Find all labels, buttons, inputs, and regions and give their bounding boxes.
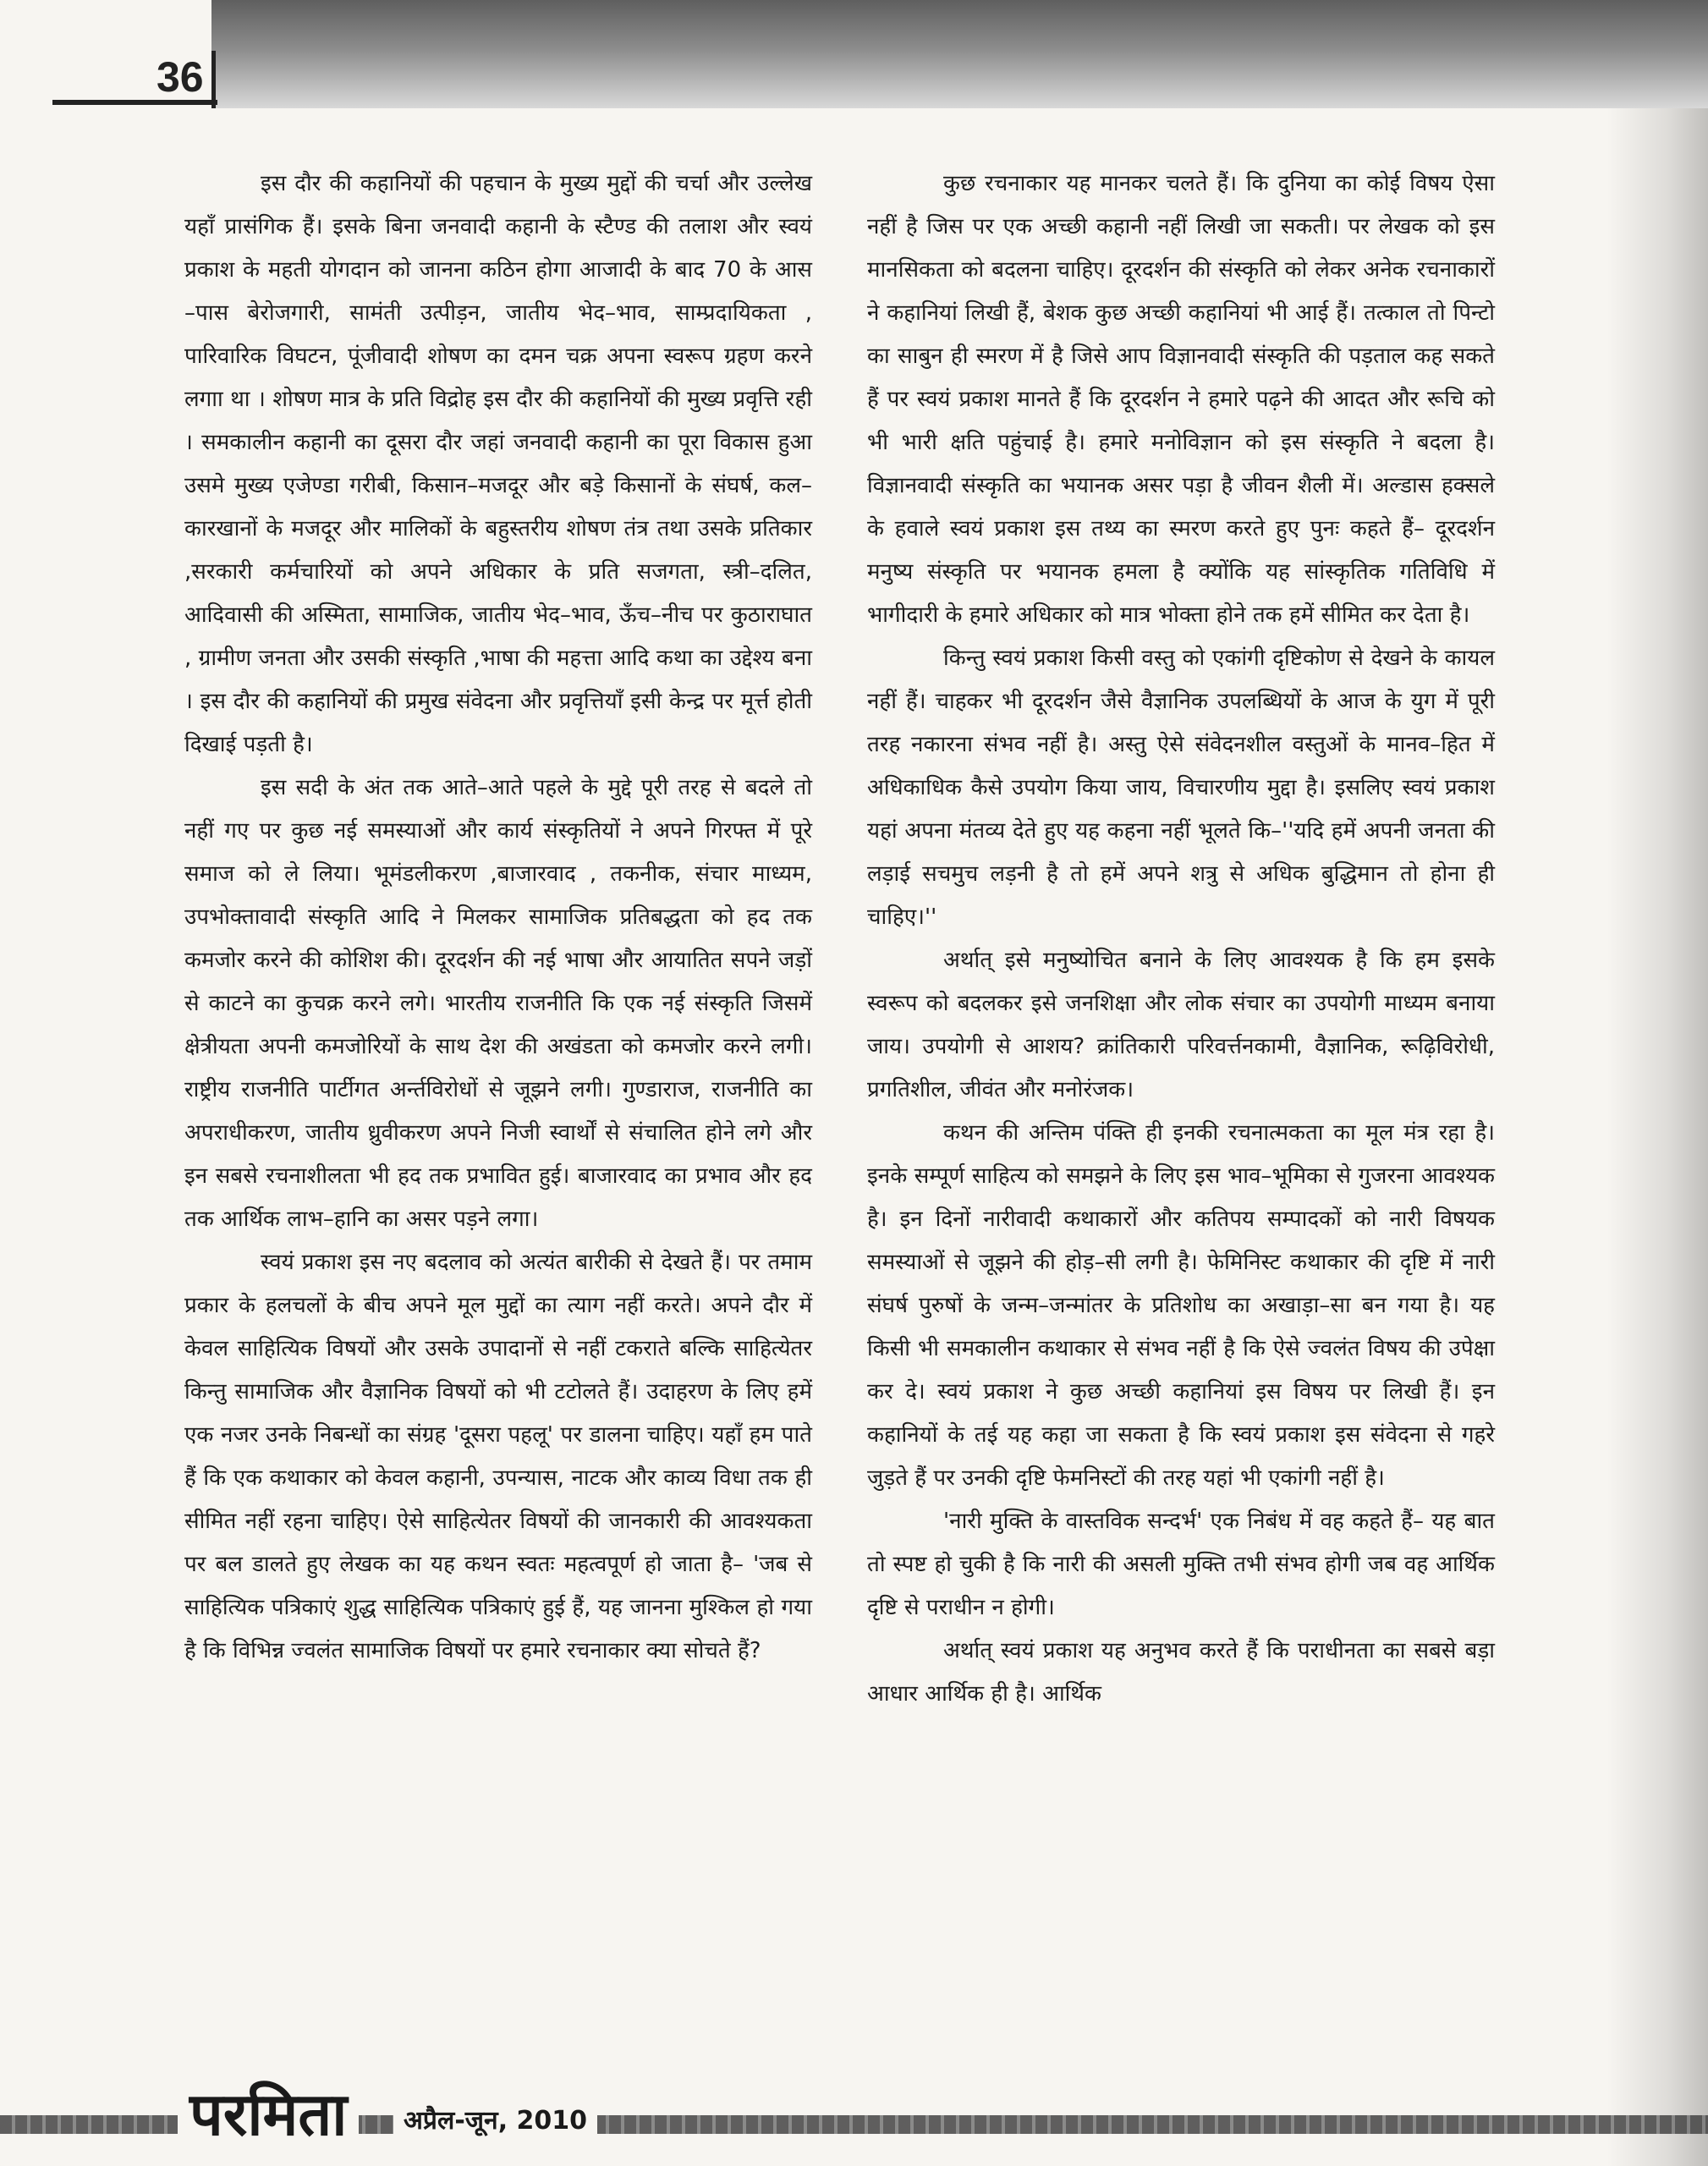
right-paragraph-2: किन्तु स्वयं प्रकाश किसी वस्तु को एकांगी दृष्टिकोण से देखने के कायल नहीं हैं। चाहकर भी दूरदर्शन जैसे वैज्ञानिक उपलब्धियों के आज के युग में पूरी तरह नकारना संभव नहीं है। अस्तु ऐसे संवेदनशील वस्तुओं के मानव–हित में अधिकाधिक कैसे उपयोग किया जाय, विचारणीय मुद्दा है। इसलिए स्वयं प्रकाश यहां अपना मंतव्य देते हुए यह कहना नहीं भूलते कि–''यदि हमें अपनी जनता की लड़ाई सचमुच लड़नी है तो हमें अपने शत्रु से अधिक बुद्धिमान तो होना ही चाहिए।'' [867,646,1495,930]
right-paragraph-6: अर्थात् स्वयं प्रकाश यह अनुभव करते हैं कि पराधीनता का सबसे बड़ा आधार आर्थिक ही है। आर्थिक [867,1638,1495,1707]
left-paragraph-1: इस दौर की कहानियों की पहचान के मुख्य मुद्दों की चर्चा और उल्लेख यहाँ प्रासंगिक हैं। इसके बिना जनवादी कहानी के स्टैण्ड की तलाश और स्वयं प्रकाश के महती योगदान को जानना कठिन होगा आजादी के बाद 70 के आस –पास बेरोजगारी, सामंती उत्पीड़न, जातीय भेद–भाव, साम्प्रदायिकता , पारिवारिक विघटन, पूंजीवादी शोषण का दमन चक्र अपना स्वरूप ग्रहण करने लगाा था । शोषण मात्र के प्रति विद्रोह इस दौर की कहानियों की मुख्य प्रवृत्ति रही । समकालीन कहानी का दूसरा दौर जहां जनवादी कहानी का पूरा विकास हुआ उसमे मुख्य एजेण्डा गरीबी, किसान–मजदूर और बड़े किसानों के संघर्ष, कल–कारखानों के मजदूर और मालिकों के बहुस्तरीय शोषण तंत्र तथा उसके प्रतिकार ,सरकारी कर्मचारियों को अपने अधिकार के प्रति सजगता, स्त्री–दलित, आदिवासी की अस्मिता, सामाजिक, जातीय भेद–भाव, ऊँच–नीच पर कुठाराघात , ग्रामीण जनता और उसकी संस्कृति ,भाषा की महत्ता आदि कथा का उद्देश्य बना । इस दौर की कहानियों की प्रमुख संवेदना और प्रवृत्तियाँ इसी केन्द्र पर मूर्त्त होती दिखाई पड़ती है। [184,171,812,757]
right-paragraph-5: 'नारी मुक्ति के वास्तविक सन्दर्भ' एक निबंध में वह कहते हैं– यह बात तो स्पष्ट हो चुकी है कि नारी की असली मुक्ति तभी संभव होगी जब वह आर्थिक दृष्टि से पराधीन न होगी। [867,1509,1495,1620]
left-column [184,162,812,1673]
right-column [867,162,1495,1716]
left-paragraph-2: इस सदी के अंत तक आते–आते पहले के मुद्दे पूरी तरह से बदले तो नहीं गए पर कुछ नई समस्याओं और कार्य संस्कृतियों ने अपने गिरफ्त में पूरे समाज को ले लिया। भूमंडलीकरण ,बाजारवाद , तकनीक, संचार माध्यम, उपभोक्तावादी संस्कृति आदि ने मिलकर सामाजिक प्रतिबद्धता को हद तक कमजोर करने की कोशिश की। दूरदर्शन की नई भाषा और आयातित सपने जड़ों से काटने का कुचक्र करने लगे। भारतीय राजनीति कि एक नई संस्कृति जिसमें क्षेत्रीयता अपनी कमजोरियों के साथ देश की अखंडता को कमजोर करने लगी। राष्ट्रीय राजनीति पार्टीगत अर्न्तविरोधों से जूझने लगी। गुण्डाराज, राजनीति का अपराधीकरण, जातीय ध्रुवीकरण अपने निजी स्वार्थों से संचालित होने लगे और इन सबसे रचनाशीलता भी हद तक प्रभावित हुई। बाजारवाद का प्रभाव और हद तक आर्थिक लाभ–हानि का असर पड़ने लगा। [184,775,812,1232]
right-paragraph-3: अर्थात् इसे मनुष्योचित बनाने के लिए आवश्यक है कि हम इसके स्वरूप को बदलकर इसे जनशिक्षा और लोक संचार का उपयोगी माध्यम बनाया जाय। उपयोगी से आशय? क्रांतिकारी परिवर्त्तनकामी, वैज्ञानिक, रूढ़िविरोधी, प्रगतिशील, जीवंत और मनोरंजक। [867,948,1495,1102]
right-paragraph-1: कुछ रचनाकार यह मानकर चलते हैं। कि दुनिया का कोई विषय ऐसा नहीं है जिस पर एक अच्छी कहानी नहीं लिखी जा सकती। पर लेखक को इस मानसिकता को बदलना चाहिए। दूरदर्शन की संस्कृति को लेकर अनेक रचनाकारों ने कहानियां लिखी हैं, बेशक कुछ अच्छी कहानियां भी आई हैं। तत्काल तो पिन्टो का साबुन ही स्मरण में है जिसे आप विज्ञानवादी संस्कृति की पड़ताल कह सकते हैं पर स्वयं प्रकाश मानते हैं कि दूरदर्शन ने हमारे पढ़ने की आदत और रूचि को भी भारी क्षति पहुंचाई है। हमारे मनोविज्ञान को इस संस्कृति ने बदला है। विज्ञानवादी संस्कृति का भयानक असर पड़ा है जीवन शैली में। अल्डास हक्सले के हवाले स्वयं प्रकाश इस तथ्य का स्मरण करते हुए पुनः कहते हैं– दूरदर्शन मनुष्य संस्कृति पर भयानक हमला है क्योंकि यह सांस्कृतिक गतिविधि में भागीदारी के हमारे अधिकार को मात्र भोक्ता होने तक हमें सीमित कर देता है। [867,171,1495,628]
magazine-logo: परमिता [178,2078,359,2151]
scan-shadow [1606,0,1708,2166]
header-divider [211,51,216,108]
right-paragraph-4: कथन की अन्तिम पंक्ति ही इनकी रचनात्मकता का मूल मंत्र रहा है। इनके सम्पूर्ण साहित्य को समझने के लिए इस भाव–भूमिका से गुजरना आवश्यक है। इन दिनों नारीवादी कथाकारों और कतिपय सम्पादकों को नारी विषयक समस्याओं से जूझने की होड़–सी लगी है। फेमिनिस्ट कथाकार की दृष्टि में नारी संघर्ष पुरुषों के जन्म–जन्मांतर के प्रतिशोध का अखाड़ा–सा बन गया है। यह किसी भी समकालीन कथाकार से संभव नहीं है कि ऐसे ज्वलंत विषय की उपेक्षा कर दे। स्वयं प्रकाश ने कुछ अच्छी कहानियां इस विषय पर लिखी हैं। इन कहानियों के तई यह कहा जा सकता है कि स्वयं प्रकाश इस संवेदना से गहरे जुड़ते हैं पर उनकी दृष्टि फेमनिस्टों की तरह यहां भी एकांगी नहीं है। [867,1120,1495,1491]
page-number: 36 [157,53,204,101]
header-band [211,0,1708,108]
left-paragraph-3: स्वयं प्रकाश इस नए बदलाव को अत्यंत बारीकी से देखते हैं। पर तमाम प्रकार के हलचलों के बीच अपने मूल मुद्दों का त्याग नहीं करते। अपने दौर में केवल साहित्यिक विषयों और उसके उपादानों से नहीं टकराते बल्कि साहित्येतर किन्तु सामाजिक और वैज्ञानिक विषयों को भी टटोलते हैं। उदाहरण के लिए हमें एक नजर उनके निबन्धों का संग्रह 'दूसरा पहलू' पर डालना चाहिए। यहाँ हम पाते हैं कि एक कथाकार को केवल कहानी, उपन्यास, नाटक और काव्य विधा तक ही सीमित नहीं रहना चाहिए। ऐसे साहित्येतर विषयों की जानकारी की आवश्यकता पर बल डालते हुए लेखक का यह कथन स्वतः महत्वपूर्ण हो जाता है– 'जब से साहित्यिक पत्रिकाएं शुद्ध साहित्यिक पत्रिकाएं हुई हैं, यह जानना मुश्किल हो गया है कि विभिन्न ज्वलंत सामाजिक विषयों पर हमारे रचनाकार क्या सोचते हैं? [184,1250,812,1663]
issue-date: अप्रैल-जून, 2010 [393,2102,597,2141]
